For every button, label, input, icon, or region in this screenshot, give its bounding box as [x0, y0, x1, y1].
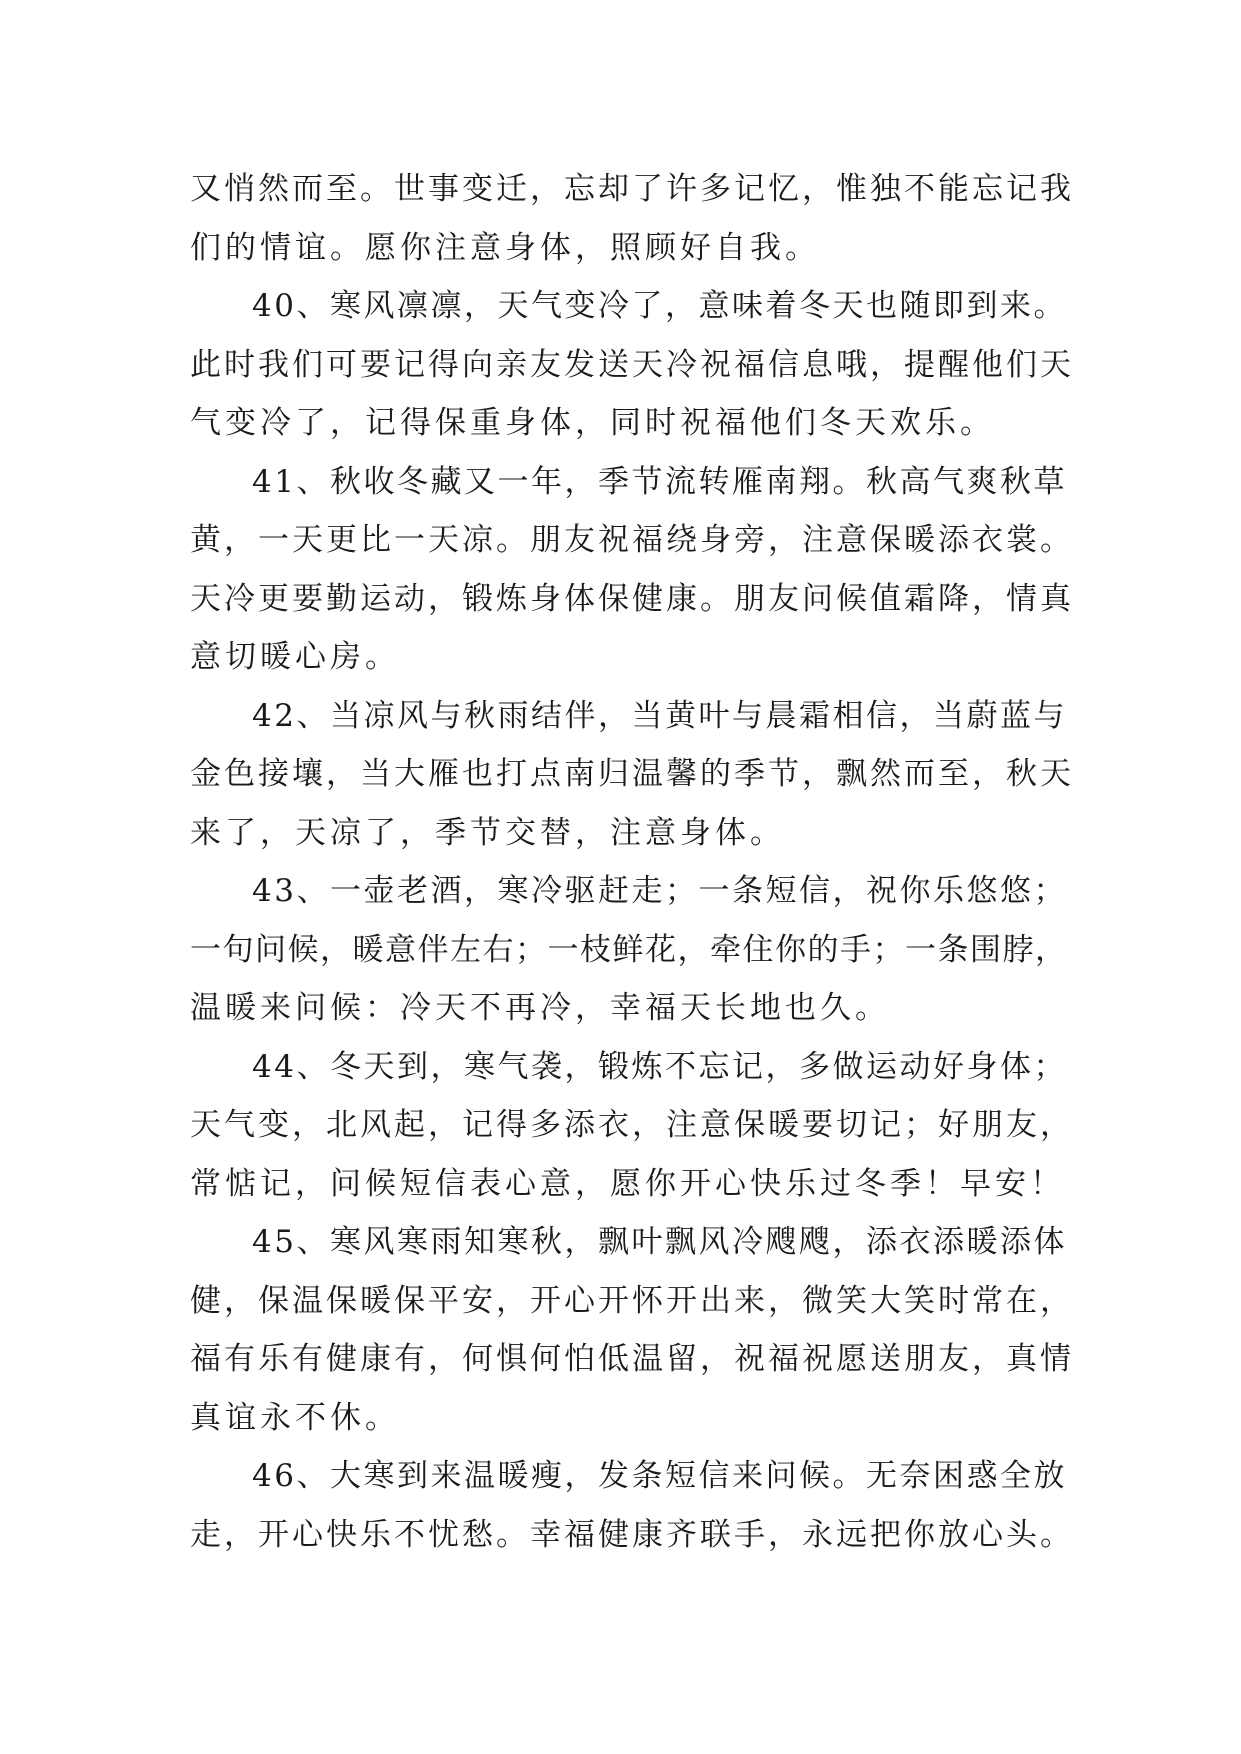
paragraph-line: 一句问候，暖意伴左右；一枝鲜花，牵住你的手；一条围脖， [190, 931, 1068, 968]
paragraph-first-line: 40、寒风凛凛，天气变冷了，意味着冬天也随即到来。 [252, 288, 1067, 324]
paragraph-first-line: 43、一壶老酒，寒冷驱赶走；一条短信，祝你乐悠悠； [252, 873, 1067, 909]
paragraph-first-line: 45、寒风寒雨知寒秋，飘叶飘风冷飕飕，添衣添暖添体 [252, 1224, 1067, 1260]
paragraph-line: 们的情谊。愿你注意身体，照顾好自我。 [190, 229, 820, 266]
paragraph-line: 此时我们可要记得向亲友发送天冷祝福信息哦，提醒他们天 [190, 346, 1074, 383]
paragraph-line: 意切暖心房。 [190, 639, 400, 675]
paragraph-first-line: 41、秋收冬藏又一年，季节流转雁南翔。秋高气爽秋草 [252, 463, 1067, 500]
paragraph-line: 天冷更要勤运动，锻炼身体保健康。朋友问候值霜降，情真 [190, 580, 1074, 617]
paragraph-line: 健，保温保暖保平安，开心开怀开出来，微笑大笑时常在， [190, 1282, 1074, 1319]
paragraph-first-line: 46、大寒到来温暖瘦，发条短信来问候。无奈困惑全放 [252, 1458, 1067, 1494]
paragraph-line: 天气变，北风起，记得多添衣，注意保暖要切记；好朋友， [190, 1107, 1074, 1143]
paragraph-line: 黄，一天更比一天凉。朋友祝福绕身旁，注意保暖添衣裳。 [190, 522, 1074, 558]
paragraph-line: 福有乐有健康有，何惧何怕低温留，祝福祝愿送朋友，真情 [190, 1341, 1074, 1377]
paragraph-line: 真谊永不休。 [190, 1399, 400, 1436]
paragraph-line: 常惦记，问候短信表心意，愿你开心快乐过冬季！早安！ [190, 1165, 1065, 1202]
paragraph-line: 温暖来问候：冷天不再冷，幸福天长地也久。 [190, 990, 890, 1026]
paragraph-line: 金色接壤，当大雁也打点南归温馨的季节，飘然而至，秋天 [190, 756, 1074, 792]
paragraph-first-line: 44、冬天到，寒气袭，锻炼不忘记，多做运动好身体； [252, 1048, 1067, 1085]
paragraph-line: 气变冷了，记得保重身体，同时祝福他们冬天欢乐。 [190, 405, 995, 441]
paragraph-line: 又悄然而至。世事变迁，忘却了许多记忆，惟独不能忘记我 [190, 171, 1074, 207]
document-body [190, 160, 1075, 1564]
paragraph-line: 走，开心快乐不忧愁。幸福健康齐联手，永远把你放心头。 [190, 1516, 1074, 1553]
paragraph-first-line: 42、当凉风与秋雨结伴，当黄叶与晨霜相信，当蔚蓝与 [252, 697, 1067, 734]
paragraph-line: 来了，天凉了，季节交替，注意身体。 [190, 814, 785, 851]
